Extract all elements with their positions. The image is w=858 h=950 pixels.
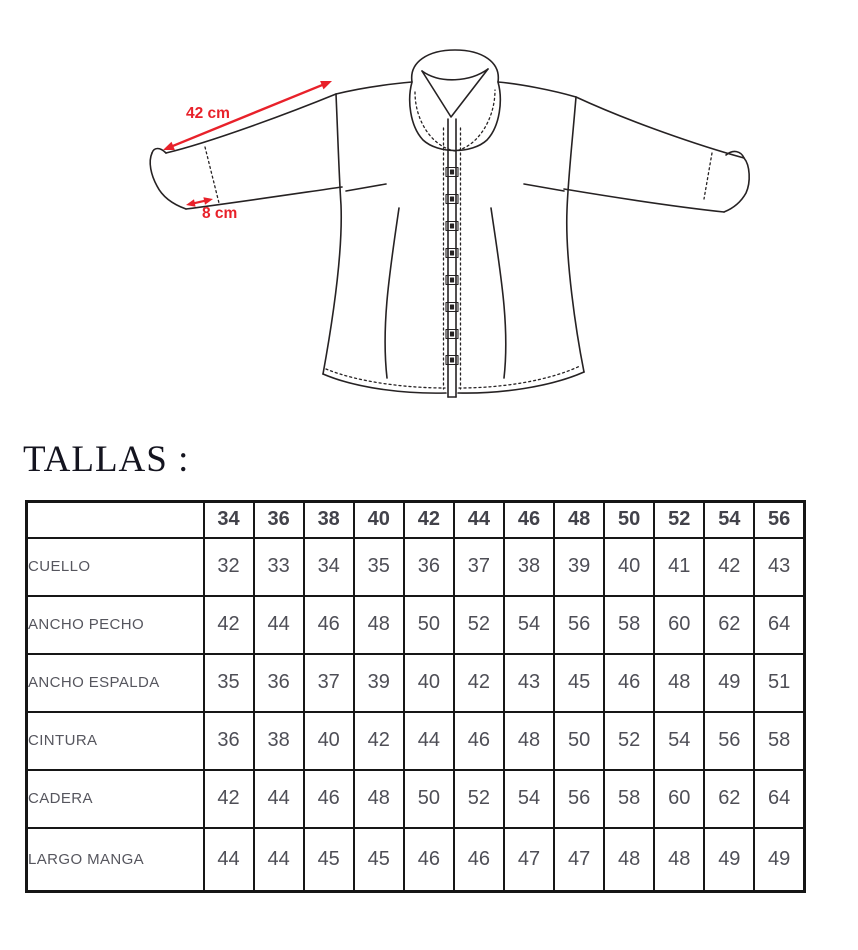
size-value-cell: 45: [354, 828, 404, 892]
size-table-body: [27, 538, 805, 892]
sleeve-length-label: 42 cm: [186, 105, 230, 122]
measurement-row: [27, 538, 805, 596]
measurement-label: CUELLO: [27, 538, 204, 596]
size-value-cell: 38: [504, 538, 554, 596]
measurement-label: CADERA: [27, 770, 204, 828]
right-sleeve-bottom-edge: [564, 189, 724, 212]
measurement-label: LARGO MANGA: [27, 828, 204, 892]
size-value-cell: 48: [654, 654, 704, 712]
size-value-cell: 49: [704, 654, 754, 712]
size-column-header: 38: [304, 502, 354, 538]
stitch-lines: [205, 90, 712, 389]
size-value-cell: 32: [204, 538, 254, 596]
size-value-cell: 50: [554, 712, 604, 770]
size-value-cell: 36: [254, 654, 304, 712]
size-column-header: 50: [604, 502, 654, 538]
size-value-cell: 44: [254, 770, 304, 828]
annotation-arrowheads: [163, 81, 332, 207]
left-princess-seam: [385, 208, 399, 378]
size-value-cell: 43: [754, 538, 804, 596]
measurement-label: ANCHO PECHO: [27, 596, 204, 654]
garment-diagram: [0, 0, 858, 432]
size-table: [25, 500, 806, 893]
size-value-cell: 33: [254, 538, 304, 596]
size-value-cell: 34: [304, 538, 354, 596]
size-column-header: 42: [404, 502, 454, 538]
measurement-row: [27, 828, 805, 892]
size-column-header: 46: [504, 502, 554, 538]
measurement-row: [27, 770, 805, 828]
size-value-cell: 46: [604, 654, 654, 712]
left-sleeve-top-edge: [166, 94, 336, 153]
arrowhead-icon: [163, 142, 175, 150]
size-value-cell: 54: [654, 712, 704, 770]
left-cuff-end: [150, 153, 186, 209]
size-value-cell: 36: [404, 538, 454, 596]
size-value-cell: 58: [754, 712, 804, 770]
size-value-cell: 36: [204, 712, 254, 770]
size-value-cell: 42: [454, 654, 504, 712]
size-value-cell: 62: [704, 596, 754, 654]
size-value-cell: 52: [604, 712, 654, 770]
arrowhead-icon: [186, 199, 196, 206]
size-table-header-row: [27, 502, 805, 538]
cuff-width-label: 8 cm: [202, 205, 238, 222]
size-value-cell: 52: [454, 596, 504, 654]
measurement-label: ANCHO ESPALDA: [27, 654, 204, 712]
size-value-cell: 50: [404, 596, 454, 654]
size-value-cell: 39: [354, 654, 404, 712]
size-value-cell: 46: [454, 828, 504, 892]
right-chest-dart: [524, 184, 564, 191]
size-value-cell: 51: [754, 654, 804, 712]
size-value-cell: 37: [454, 538, 504, 596]
size-value-cell: 56: [554, 770, 604, 828]
hem-stitching-left: [326, 369, 445, 388]
measurement-label: CINTURA: [27, 712, 204, 770]
size-value-cell: 58: [604, 596, 654, 654]
size-column-header: 34: [204, 502, 254, 538]
measurement-row: [27, 712, 805, 770]
size-value-cell: 56: [554, 596, 604, 654]
measurement-row: [27, 654, 805, 712]
corner-cell: [27, 502, 204, 538]
left-chest-dart: [346, 184, 386, 191]
size-value-cell: 44: [404, 712, 454, 770]
size-value-cell: 64: [754, 596, 804, 654]
size-column-header: 54: [704, 502, 754, 538]
size-value-cell: 40: [304, 712, 354, 770]
collar-outline: [410, 50, 501, 151]
size-value-cell: 46: [304, 770, 354, 828]
left-shoulder-seam: [336, 82, 412, 94]
size-value-cell: 58: [604, 770, 654, 828]
size-value-cell: 44: [254, 596, 304, 654]
size-column-header: 52: [654, 502, 704, 538]
garment-flat-sketch: [0, 0, 858, 432]
size-value-cell: 54: [504, 770, 554, 828]
size-value-cell: 46: [304, 596, 354, 654]
size-value-cell: 64: [754, 770, 804, 828]
size-value-cell: 43: [504, 654, 554, 712]
size-value-cell: 49: [704, 828, 754, 892]
size-value-cell: 60: [654, 770, 704, 828]
left-body-edge: [323, 94, 341, 374]
size-column-header: 36: [254, 502, 304, 538]
size-value-cell: 62: [704, 770, 754, 828]
size-value-cell: 44: [254, 828, 304, 892]
size-value-cell: 46: [454, 712, 504, 770]
size-value-cell: 40: [404, 654, 454, 712]
garment-outline: [150, 50, 749, 397]
size-value-cell: 48: [504, 712, 554, 770]
size-value-cell: 54: [504, 596, 554, 654]
size-value-cell: 50: [404, 770, 454, 828]
collar-stitching: [415, 90, 495, 151]
right-cuff-end: [724, 158, 749, 212]
size-value-cell: 45: [554, 654, 604, 712]
size-column-header: 44: [454, 502, 504, 538]
size-value-cell: 47: [504, 828, 554, 892]
size-column-header: 48: [554, 502, 604, 538]
measurement-row: [27, 596, 805, 654]
size-value-cell: 56: [704, 712, 754, 770]
size-value-cell: 60: [654, 596, 704, 654]
arrowhead-icon: [203, 197, 213, 204]
size-value-cell: 49: [754, 828, 804, 892]
size-value-cell: 39: [554, 538, 604, 596]
collar-inner-edge: [422, 69, 488, 80]
size-value-cell: 42: [354, 712, 404, 770]
size-column-header: 40: [354, 502, 404, 538]
right-cuff-seam: [704, 153, 712, 199]
left-cuff-seam: [205, 147, 219, 203]
size-value-cell: 40: [604, 538, 654, 596]
size-value-cell: 48: [354, 596, 404, 654]
size-value-cell: 35: [204, 654, 254, 712]
size-column-header: 56: [754, 502, 804, 538]
size-value-cell: 52: [454, 770, 504, 828]
size-value-cell: 48: [604, 828, 654, 892]
right-body-edge: [567, 97, 584, 372]
size-value-cell: 38: [254, 712, 304, 770]
size-value-cell: 35: [354, 538, 404, 596]
size-value-cell: 48: [354, 770, 404, 828]
annotation-lines: [169, 83, 327, 204]
size-value-cell: 41: [654, 538, 704, 596]
size-value-cell: 37: [304, 654, 354, 712]
right-sleeve-top-edge: [576, 97, 744, 158]
right-shoulder-seam: [498, 82, 576, 97]
size-value-cell: 42: [704, 538, 754, 596]
size-value-cell: 47: [554, 828, 604, 892]
size-value-cell: 45: [304, 828, 354, 892]
arrowhead-icon: [320, 81, 332, 89]
size-value-cell: 42: [204, 596, 254, 654]
section-title: TALLAS :: [23, 439, 190, 480]
size-value-cell: 44: [204, 828, 254, 892]
size-value-cell: 48: [654, 828, 704, 892]
hem-stitching-right: [459, 366, 580, 388]
size-value-cell: 46: [404, 828, 454, 892]
size-value-cell: 42: [204, 770, 254, 828]
right-princess-seam: [491, 208, 506, 378]
